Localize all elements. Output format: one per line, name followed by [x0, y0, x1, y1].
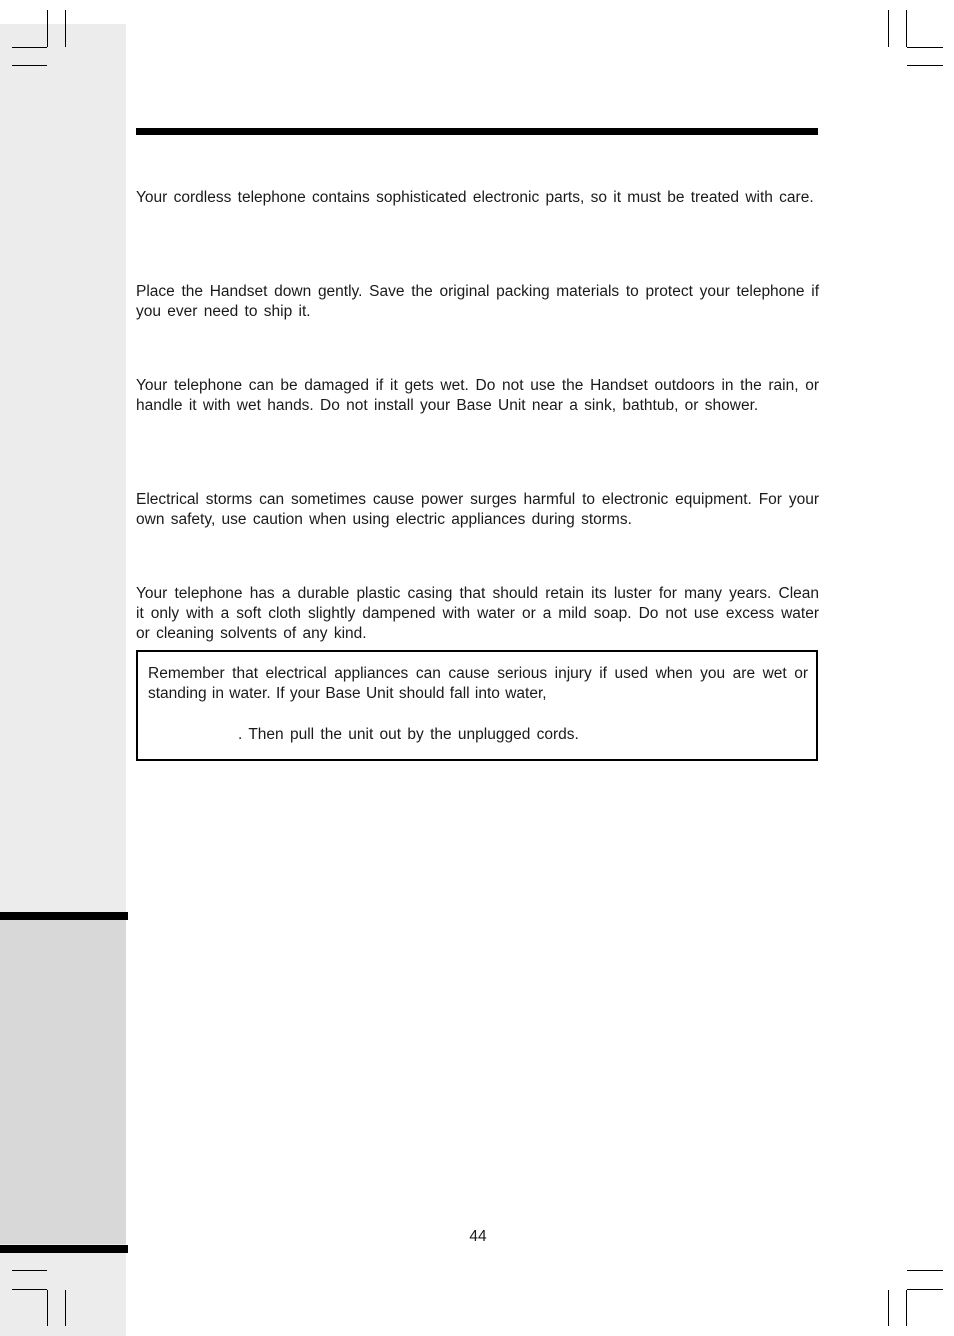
paragraph-water: Your telephone can be damaged if it gets wet. Do not use the Handset outdoors in the rain, or handle it with wet hands. Do not install your Base Unit near a sink, bathtub, or shower.: [136, 377, 819, 414]
crop-mark: [907, 47, 943, 48]
paragraph-cleaning: Your telephone has a durable plastic casing that should retain its luster for many years. Clean it only with a soft cloth slightly dampened with water or a mild soap. Do not use excess water or cleaning solvents of any kind.: [136, 585, 819, 642]
paragraph-storms: Electrical storms can sometimes cause power surges harmful to electronic equipment. For your own safety, use caution when using electric appliances during storms.: [136, 491, 819, 528]
crop-mark: [907, 65, 943, 66]
crop-mark: [906, 1290, 907, 1326]
crop-mark: [65, 1290, 66, 1326]
crop-mark: [47, 1290, 48, 1326]
crop-mark: [906, 10, 907, 47]
crop-mark: [888, 10, 889, 47]
crop-mark: [12, 1270, 47, 1271]
warning-text-continued: . Then pull the unit out by the unplugged cords.: [238, 726, 579, 743]
crop-mark: [12, 47, 47, 48]
side-tab-bar-bottom: [0, 1245, 128, 1253]
crop-mark: [907, 1289, 943, 1290]
warning-box: [136, 650, 818, 761]
warning-text: Remember that electrical appliances can cause serious injury if used when you are wet or standing in water. If your Base Unit should fall into water,: [148, 665, 808, 702]
crop-mark: [47, 10, 48, 47]
side-margin-band-lower: [0, 920, 126, 1244]
paragraph-general-care: Your cordless telephone contains sophisticated electronic parts, so it must be treated with care.: [136, 189, 814, 206]
crop-mark: [65, 10, 66, 47]
header-rule: [136, 128, 818, 135]
side-tab-bar-top: [0, 912, 128, 920]
page-number: 44: [469, 1228, 487, 1245]
crop-mark: [12, 65, 47, 66]
crop-mark: [888, 1290, 889, 1326]
paragraph-handling: Place the Handset down gently. Save the original packing materials to protect your telephone if you ever need to ship it.: [136, 283, 819, 320]
crop-mark: [12, 1289, 47, 1290]
crop-mark: [907, 1270, 943, 1271]
